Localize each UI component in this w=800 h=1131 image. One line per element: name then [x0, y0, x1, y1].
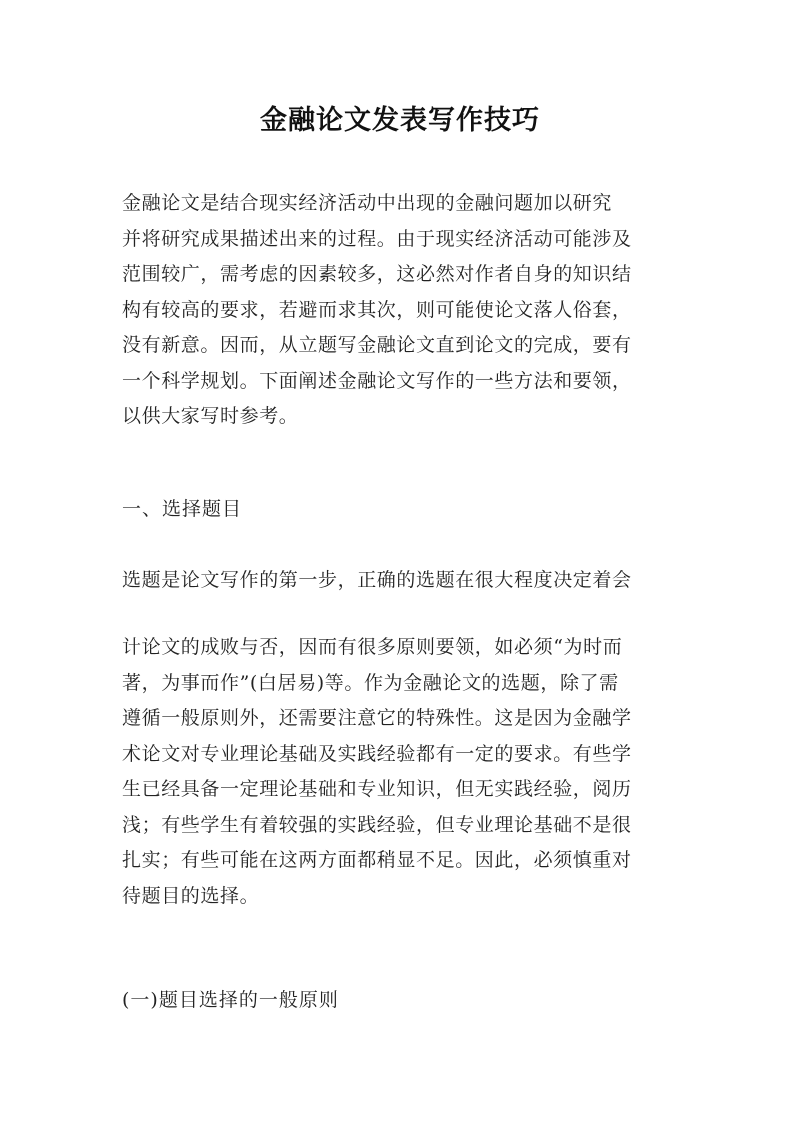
document-title: 金融论文发表写作技巧: [260, 105, 540, 136]
paragraph-line: 金融论文是结合现实经济活动中出现的金融问题加以研究: [122, 192, 613, 214]
intro-paragraph: [122, 186, 682, 435]
paragraph-line: 一个科学规划。下面阐述金融论文写作的一些方法和要领，: [122, 369, 632, 392]
paragraph-line: 待题目的选择。: [122, 884, 260, 907]
paragraph-line: 构有较高的要求，若避而求其次，则可能使论文落人俗套，: [122, 298, 632, 321]
paragraph-line: 遵循一般原则外，还需要注意它的特殊性。这是因为金融学: [122, 707, 632, 729]
subsection-heading-1: (一)题目选择的一般原则: [122, 989, 339, 1011]
paragraph-line: 没有新意。因而，从立题写金融论文直到论文的完成，要有: [122, 334, 632, 356]
paragraph-line: 以供大家写时参考。: [122, 405, 299, 427]
paragraph-line: 计论文的成败与否，因而有很多原则要领，如必须“为时而: [122, 636, 623, 658]
paragraph-line: 并将研究成果描述出来的过程。由于现实经济活动可能涉及: [122, 227, 632, 250]
paragraph-line: 选题是论文写作的第一步，正确的选题在很大程度决定着会: [122, 569, 632, 591]
paragraph-line: 术论文对专业理论基础及实践经验都有一定的要求。有些学: [122, 742, 632, 765]
section1-lead-paragraph: [122, 563, 682, 599]
paragraph-line: 扎实；有些可能在这两方面都稍显不足。因此，必须慎重对: [122, 849, 632, 871]
section-heading-1: 一、选择题目: [122, 498, 243, 520]
paragraph-line: 著，为事而作”(白居易)等。作为金融论文的选题，除了需: [122, 671, 619, 694]
paragraph-line: 浅；有些学生有着较强的实践经验，但专业理论基础不是很: [122, 813, 632, 836]
paragraph-line: 范围较广，需考虑的因素较多，这必然对作者自身的知识结: [122, 263, 632, 285]
paragraph-line: 生已经具备一定理论基础和专业知识，但无实践经验，阅历: [122, 778, 632, 800]
section1-body-paragraph: [122, 630, 682, 914]
